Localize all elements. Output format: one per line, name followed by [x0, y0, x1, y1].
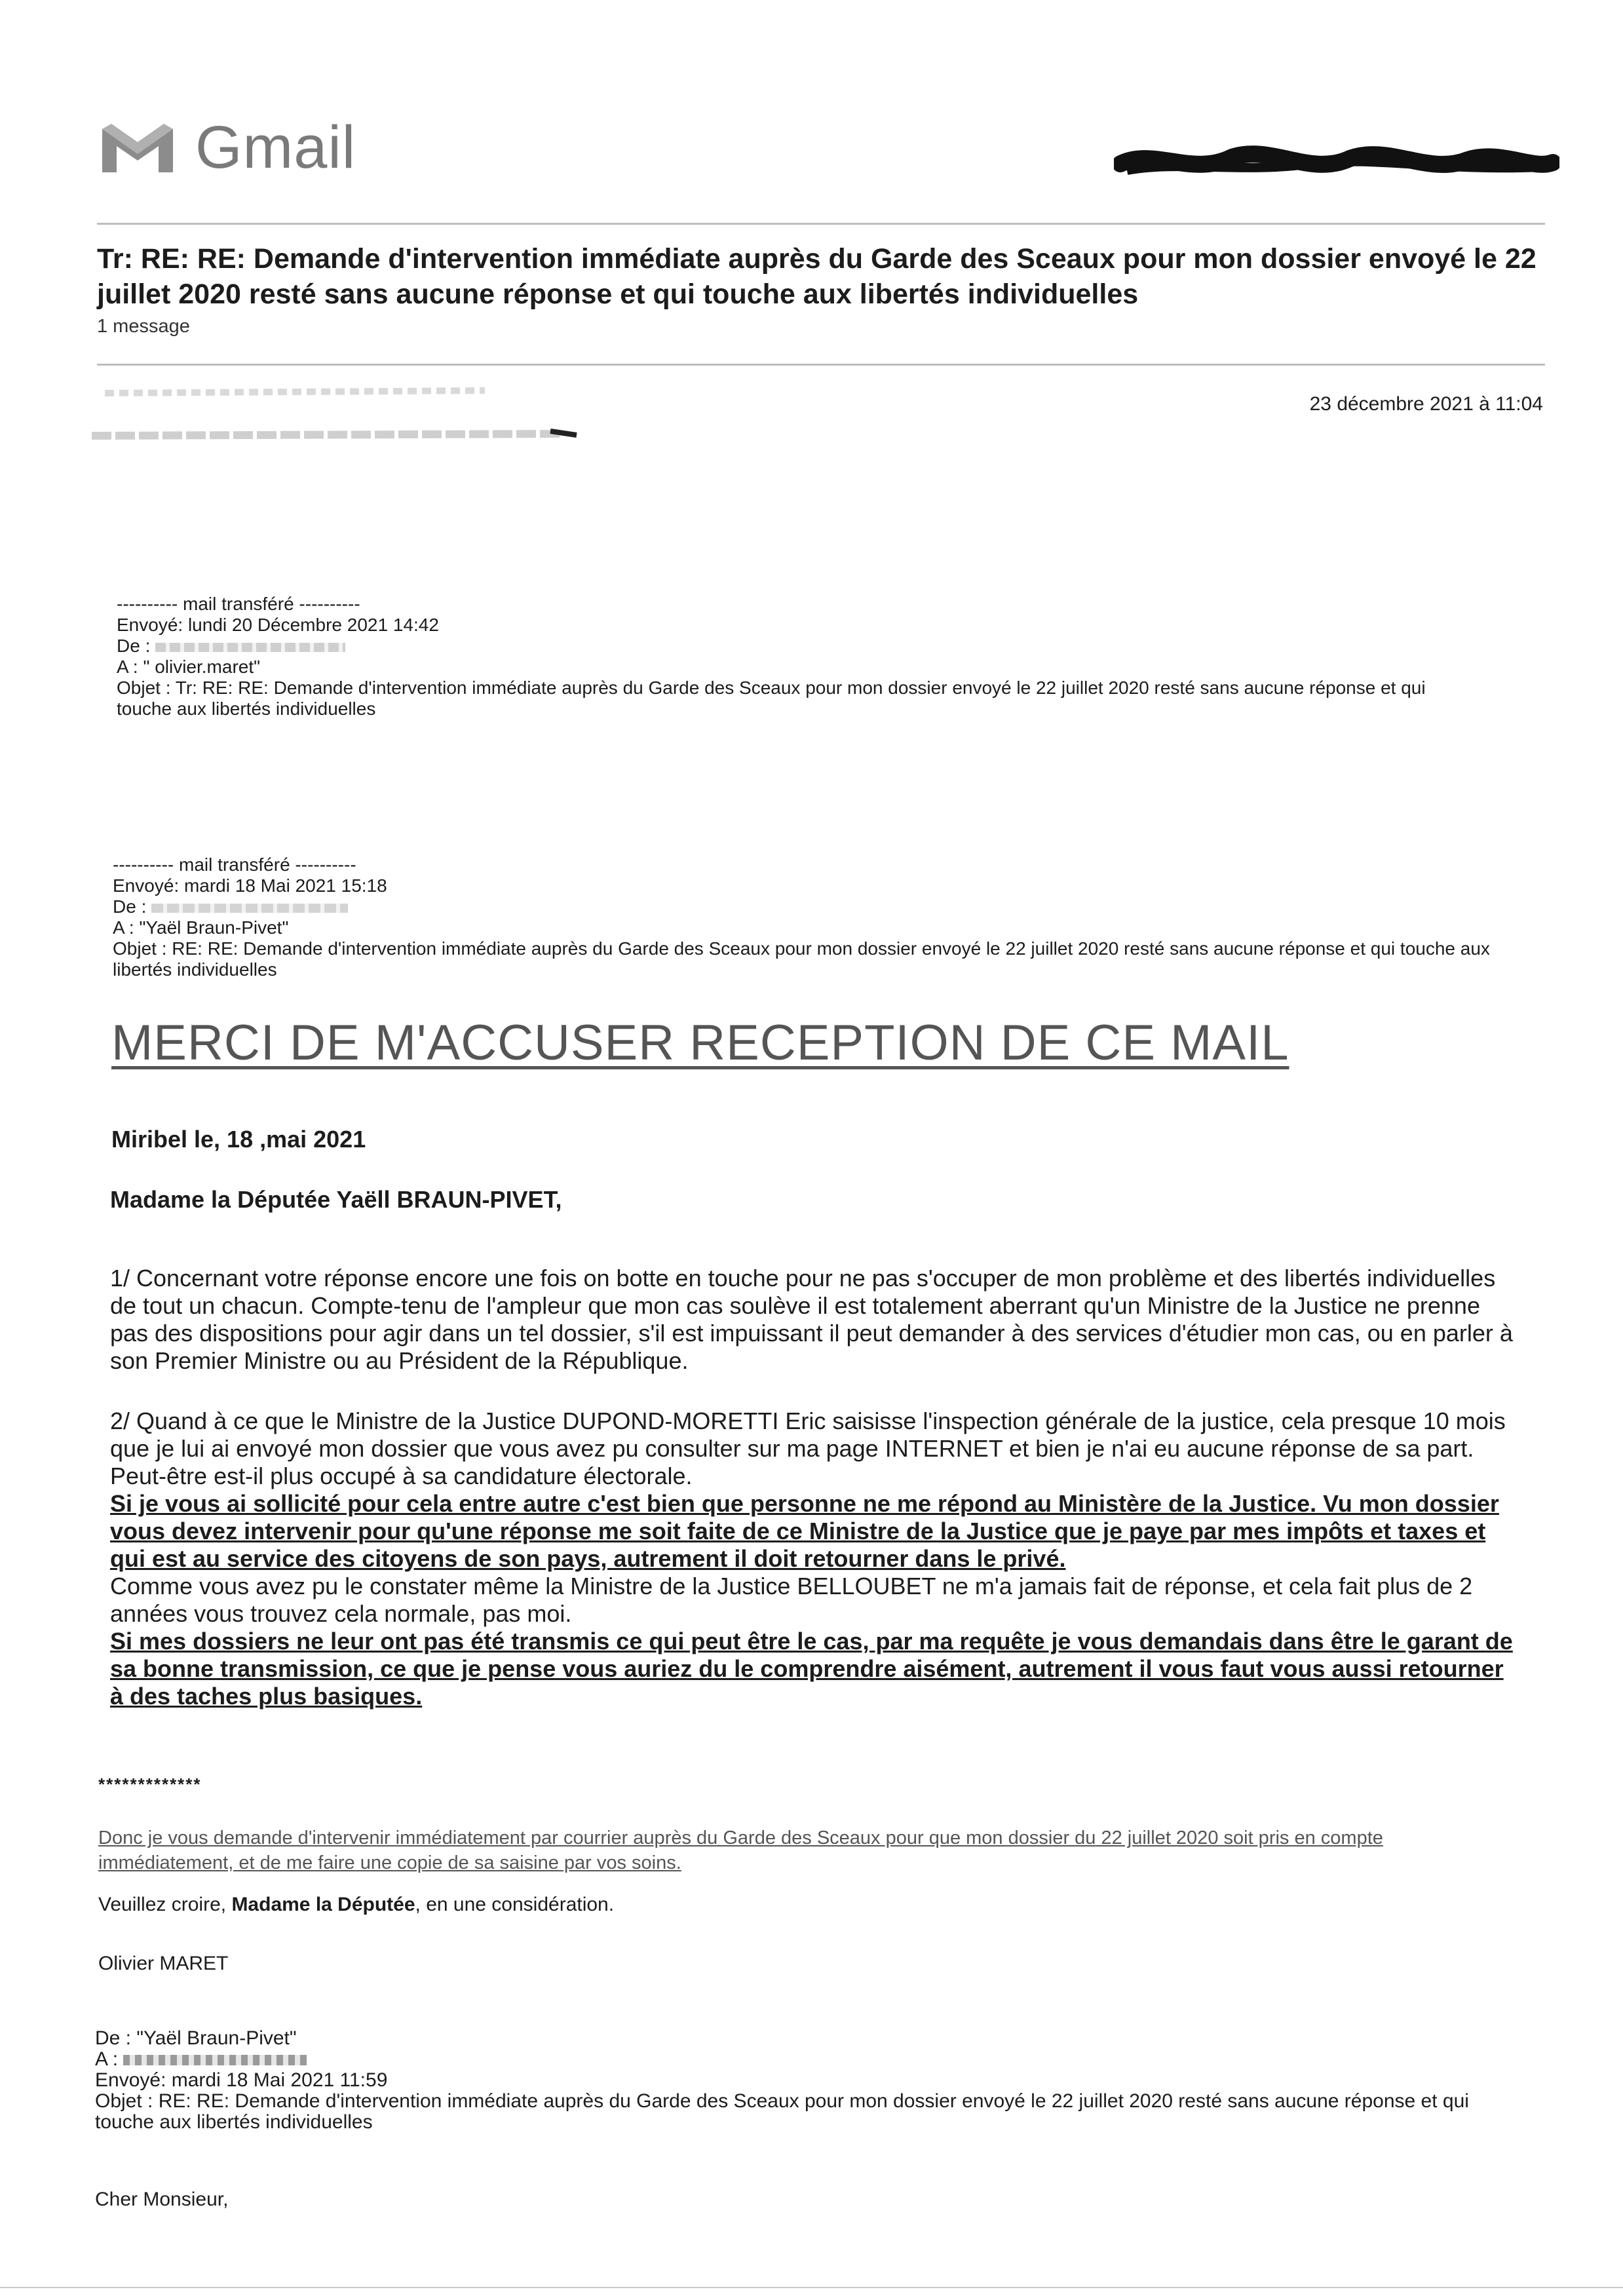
- redacted-from: [151, 904, 348, 913]
- forward-from: [113, 896, 1508, 917]
- redaction-scribble: [1114, 144, 1559, 183]
- app-name: Gmail: [195, 113, 356, 181]
- divider: [97, 364, 1545, 366]
- from-label: De :: [117, 636, 151, 656]
- forward-separator: ---------- mail transféré ----------: [117, 594, 360, 614]
- reply-greeting: Cher Monsieur,: [95, 2189, 229, 2210]
- from-label: De :: [113, 896, 147, 917]
- reply-sent: Envoyé: mardi 18 Mai 2021 11:59: [95, 2069, 388, 2091]
- closing-line: [98, 1894, 614, 1916]
- paragraph-1: 1/ Concernant votre réponse encore une fois on botte en touche pour ne pas s'occuper de mon problème et des libertés individuelles de tout un chacun. Compte-tenu de l'ampleur que mon cas soulève il est totalement aberrant qu'un Ministre de la Justice ne prenne pas des dispositions pour agir dans un tel dossier, s'il est impuissant il peut demander à des services d'étudier mon cas, ou en parler à son Premier Ministre ou au Président de la République.: [110, 1265, 1513, 1374]
- forward-block-1: [117, 594, 1460, 719]
- page-bottom-line: [0, 2287, 1623, 2288]
- gmail-logo: [98, 111, 356, 183]
- forward-subject: Objet : Tr: RE: RE: Demande d'intervention immédiate auprès du Garde des Sceaux pour mon dossier envoyé le 22 juillet 2020 resté sans aucune réponse et qui touche aux libertés individuelles: [117, 678, 1426, 719]
- closing-bold: Madame la Députée: [231, 1894, 415, 1915]
- signature: Olivier MARET: [98, 1953, 229, 1974]
- forward-subject: Objet : RE: RE: Demande d'intervention immédiate auprès du Garde des Sceaux pour mon dossier envoyé le 22 juillet 2020 resté sans aucune réponse et qui touche aux libertés individuelles: [113, 938, 1490, 980]
- paragraph-2: [110, 1407, 1519, 1710]
- place-date: Miribel le, 18 ,mai 2021: [111, 1126, 366, 1153]
- gmail-logo-icon: [98, 120, 177, 175]
- email-date: 23 décembre 2021 à 11:04: [1309, 393, 1543, 415]
- redacted-to: [123, 2055, 307, 2065]
- redacted-sender: [92, 373, 590, 446]
- email-subject: Tr: RE: RE: Demande d'intervention immédiate auprès du Garde des Sceaux pour mon dossier envoyé le 22 juillet 2020 resté sans aucune réponse et qui touche aux libertés individuelles: [97, 243, 1537, 310]
- to-label: A :: [95, 2048, 119, 2070]
- closing-post: , en une considération.: [415, 1894, 615, 1915]
- reply-subject: Objet : RE: RE: Demande d'intervention immédiate auprès du Garde des Sceaux pour mon dossier envoyé le 22 juillet 2020 resté sans aucune réponse et qui touche aux libertés individuelles: [95, 2090, 1469, 2133]
- forward-block-2: [113, 854, 1508, 980]
- forward-from: [117, 636, 1460, 657]
- reply-block: [95, 2028, 1504, 2133]
- reply-to: [95, 2049, 1504, 2070]
- forward-sent: Envoyé: lundi 20 Décembre 2021 14:42: [117, 615, 439, 635]
- closing-pre: Veuillez croire,: [98, 1894, 232, 1915]
- divider: [97, 223, 1545, 225]
- separator-stars: *************: [98, 1774, 202, 1794]
- paragraph-2b: Si je vous ai sollicité pour cela entre autre c'est bien que personne ne me répond au Ministère de la Justice. Vu mon dossier vous devez intervenir pour qu'une réponse me soit faite de ce Ministre de la Justice que je paye par mes impôts et taxes et qui est au service des citoyens de son pays, autrement il doit retourner dans le privé.: [110, 1490, 1499, 1572]
- forward-to: A : "Yaël Braun-Pivet": [113, 917, 289, 938]
- paragraph-2c: Comme vous avez pu le constater même la Ministre de la Justice BELLOUBET ne m'a jamais fait de réponse, et cela fait plus de 2 années vous trouvez cela normale, pas moi.: [110, 1573, 1473, 1627]
- forward-sent: Envoyé: mardi 18 Mai 2021 15:18: [113, 875, 387, 896]
- request-paragraph: Donc je vous demande d'intervenir immédiatement par courrier auprès du Garde des Sceaux pour que mon dossier du 22 juillet 2020 soit pris en compte immédiatement, et de me faire une copie de sa saisine par vos soins.: [98, 1827, 1383, 1873]
- reply-from: De : "Yaël Braun-Pivet": [95, 2027, 297, 2049]
- forward-separator: ---------- mail transféré ----------: [113, 854, 356, 875]
- forward-to: A : " olivier.maret": [117, 657, 261, 677]
- paragraph-2d: Si mes dossiers ne leur ont pas été transmis ce qui peut être le cas, par ma requête je vous demandais dans être le garant de sa bonne transmission, ce que je pense vous auriez du le comprendre aisément, autrement il vous faut vous aussi retourner à des taches plus basiques.: [110, 1628, 1513, 1710]
- acknowledge-request-heading: MERCI DE M'ACCUSER RECEPTION DE CE MAIL: [111, 1015, 1289, 1071]
- paragraph-2a: 2/ Quand à ce que le Ministre de la Justice DUPOND-MORETTI Eric saisisse l'inspection générale de la justice, cela presque 10 mois que je lui ai envoyé mon dossier que vous avez pu consulter sur ma page INTERNET et bien je n'ai eu aucune réponse de sa part. Peut-être est-il plus occupé à sa candidature électorale.: [110, 1407, 1506, 1489]
- message-count: 1 message: [97, 316, 190, 337]
- redacted-from: [155, 643, 345, 652]
- salutation: Madame la Députée Yaëll BRAUN-PIVET,: [110, 1186, 562, 1213]
